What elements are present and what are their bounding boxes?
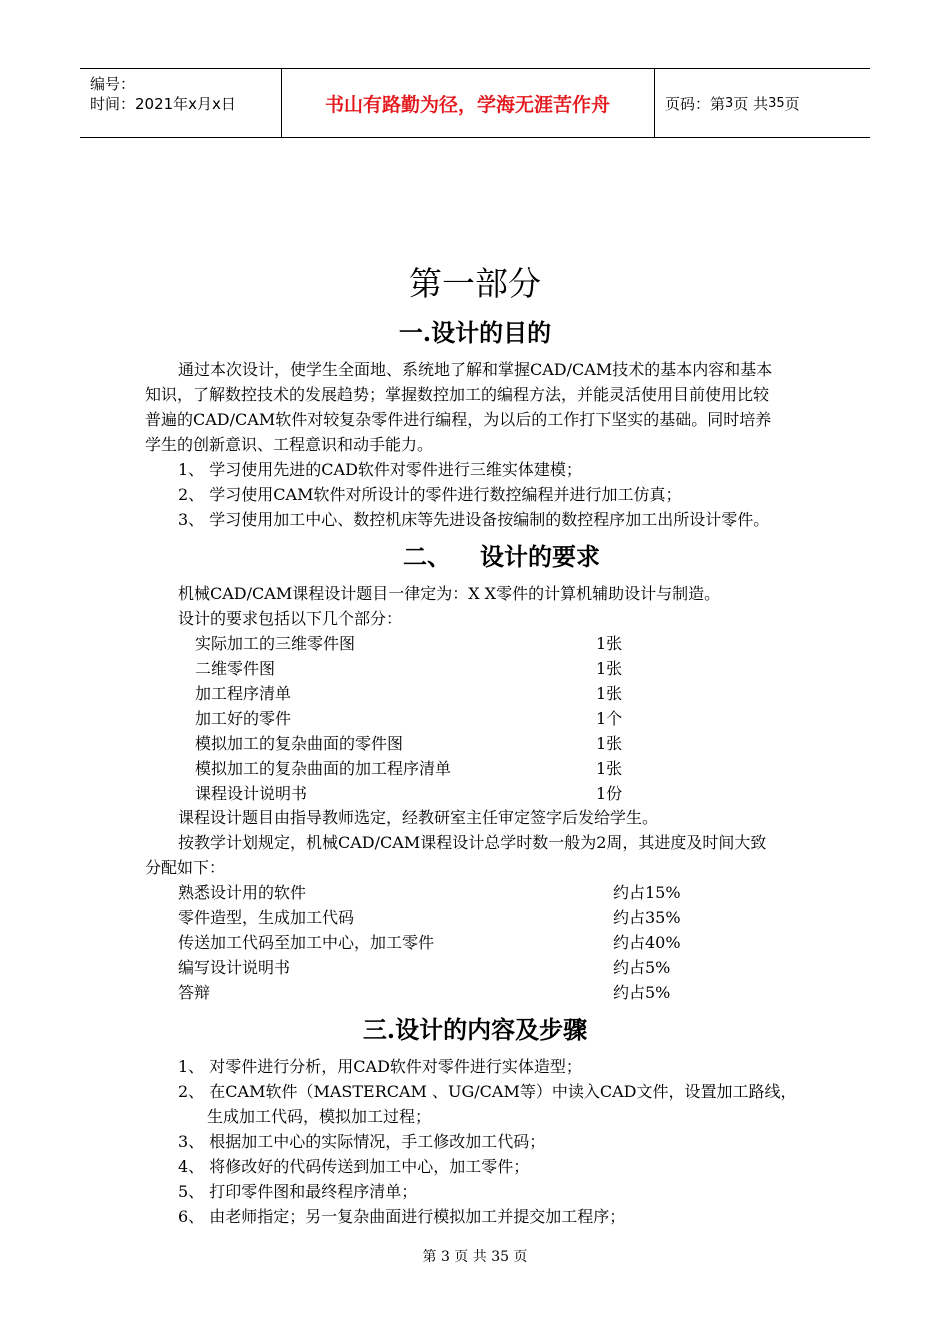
requirement-name: 实际加工的三维零件图	[195, 634, 356, 653]
s1-paragraph-line: 知识，了解数控技术的发展趋势；掌握数控加工的编程方法，并能灵活使用目前使用比较	[145, 385, 770, 404]
page-label-suffix: 页	[784, 94, 800, 113]
page-label-prefix: 页码：第	[665, 94, 726, 113]
page-total: 35	[768, 95, 785, 111]
s3-list-item: 4、 将修改好的代码传送到加工中心，加工零件；	[178, 1157, 530, 1176]
requirement-qty: 1张	[596, 634, 623, 653]
section-2-title: 设计的要求	[480, 542, 600, 571]
s3-list-item: 1、 对零件进行分析，用CAD软件对零件进行实体造型；	[178, 1057, 582, 1076]
schedule-task: 零件造型，生成加工代码	[178, 908, 355, 927]
page-label-mid: 页 共	[733, 94, 769, 113]
schedule-share: 约占5%	[613, 983, 671, 1002]
s1-paragraph-line: 通过本次设计，使学生全面地、系统地了解和掌握CAD/CAM技术的基本内容和基本	[178, 360, 773, 379]
requirement-name: 模拟加工的复杂曲面的加工程序清单	[195, 759, 452, 778]
requirement-name: 课程设计说明书	[195, 784, 308, 803]
schedule-task: 熟悉设计用的软件	[178, 883, 307, 902]
part-title: 第一部分	[409, 264, 541, 303]
doc-number-label: 编号：	[90, 75, 136, 93]
s2-intro: 设计的要求包括以下几个部分：	[178, 609, 403, 628]
requirement-qty: 1份	[596, 784, 623, 803]
schedule-share: 约占15%	[613, 883, 681, 902]
requirement-name: 加工好的零件	[195, 709, 292, 728]
schedule-share: 约占40%	[613, 933, 681, 952]
page-header	[80, 68, 870, 138]
schedule-share: 约占5%	[613, 958, 671, 977]
s1-list-item: 2、 学习使用CAM软件对所设计的零件进行数控编程并进行加工仿真；	[178, 485, 682, 504]
page-current: 3	[725, 95, 734, 111]
requirement-qty: 1张	[596, 659, 623, 678]
page-footer: 第 3 页 共 35 页	[422, 1249, 528, 1265]
header-page-info	[655, 69, 870, 137]
requirement-qty: 1张	[596, 734, 623, 753]
s3-list-item: 3、 根据加工中心的实际情况，手工修改加工代码；	[178, 1132, 546, 1151]
s3-list-item: 5、 打印零件图和最终程序清单；	[178, 1182, 418, 1201]
s1-list-item: 3、 学习使用加工中心、数控机床等先进设备按编制的数控程序加工出所设计零件。	[178, 510, 770, 529]
s3-list-item: 2、 在CAM软件（MASTERCAM 、UG/CAM等）中读入CAD文件，设置加工路线，	[178, 1082, 797, 1101]
s3-list-item: 6、 由老师指定；另一复杂曲面进行模拟加工并提交加工程序；	[178, 1207, 626, 1226]
s1-paragraph-line: 普遍的CAD/CAM软件对较复杂零件进行编程，为以后的工作打下坚实的基础。同时培养	[145, 410, 772, 429]
s3-list-item-cont: 生成加工代码，模拟加工过程；	[207, 1107, 432, 1126]
requirement-qty: 1个	[596, 709, 623, 728]
s2-intro: 机械CAD/CAM课程设计题目一律定为：X X零件的计算机辅助设计与制造。	[178, 584, 721, 603]
s2-note: 按教学计划规定，机械CAD/CAM课程设计总学时数一般为2周，其进度及时间大致	[178, 833, 767, 852]
schedule-task: 编写设计说明书	[178, 958, 291, 977]
requirement-name: 模拟加工的复杂曲面的零件图	[195, 734, 404, 753]
schedule-share: 约占35%	[613, 908, 681, 927]
s2-note: 课程设计题目由指导教师选定，经教研室主任审定签字后发给学生。	[178, 808, 659, 827]
section-1-title: 一.设计的目的	[398, 318, 552, 347]
s1-list-item: 1、 学习使用先进的CAD软件对零件进行三维实体建模；	[178, 460, 582, 479]
schedule-task: 答辩	[178, 983, 211, 1002]
header-motto: 书山有路勤为径，学海无涯苦作舟	[281, 69, 655, 137]
schedule-task: 传送加工代码至加工中心，加工零件	[178, 933, 435, 952]
requirement-name: 二维零件图	[195, 659, 276, 678]
requirement-qty: 1张	[596, 684, 623, 703]
doc-time-label: 时间：2021年x月x日	[90, 95, 236, 113]
s2-note: 分配如下：	[145, 858, 226, 877]
s1-paragraph-line: 学生的创新意识、工程意识和动手能力。	[145, 435, 434, 454]
section-3-title: 三.设计的内容及步骤	[362, 1015, 588, 1044]
requirement-qty: 1张	[596, 759, 623, 778]
header-meta	[80, 69, 282, 137]
requirement-name: 加工程序清单	[195, 684, 292, 703]
section-2-number: 二、	[403, 542, 451, 571]
